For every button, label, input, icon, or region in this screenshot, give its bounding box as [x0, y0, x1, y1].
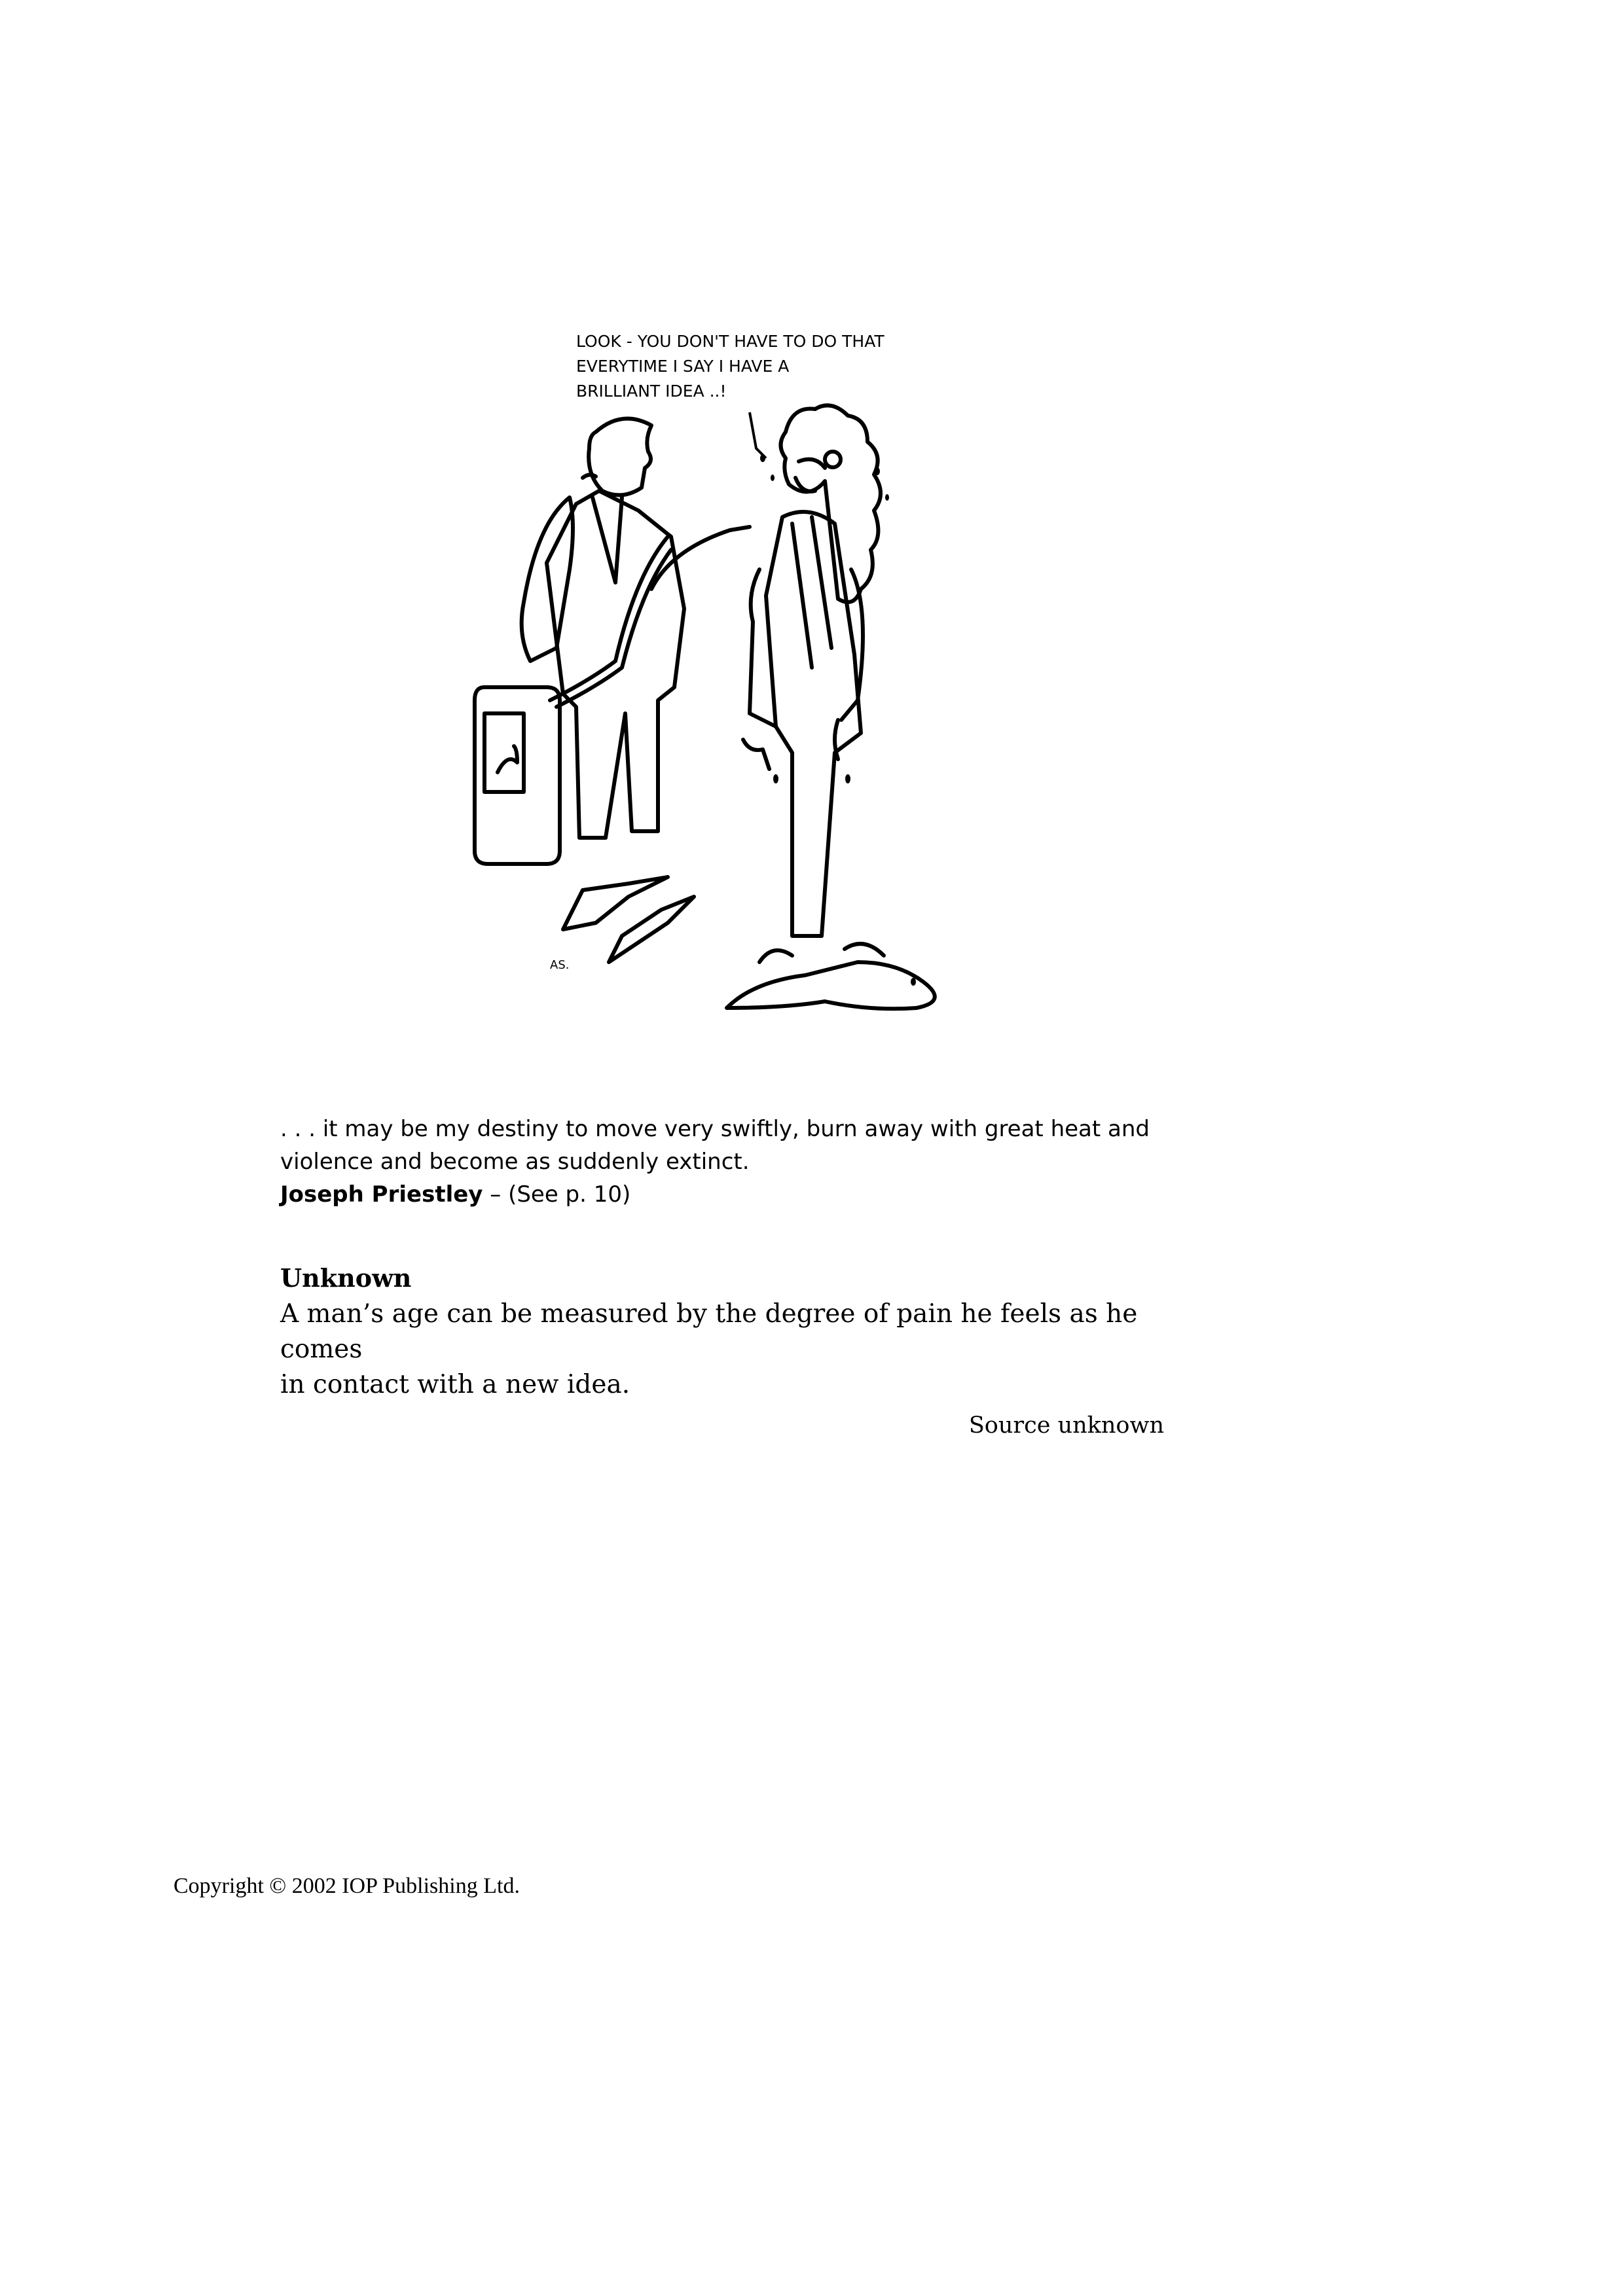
quote-author: Joseph Priestley: [280, 1181, 483, 1208]
copyright-notice: Copyright © 2002 IOP Publishing Ltd.: [173, 1874, 520, 1898]
speech-bubble: [576, 332, 884, 401]
wet-scientist-figure: [727, 405, 935, 1009]
quote-reference: – (See p. 10): [483, 1181, 631, 1208]
entry-source: Source unknown: [968, 1412, 1164, 1439]
entry-title: Unknown: [280, 1263, 412, 1293]
man-figure: [475, 419, 750, 962]
quote-attribution: [280, 1178, 1197, 1211]
quote-entry: [280, 1260, 1164, 1443]
speech-line-1: LOOK - YOU DON'T HAVE TO DO THAT: [576, 332, 884, 351]
quote-caption: [280, 1113, 1197, 1211]
artist-signature: AS.: [550, 958, 570, 972]
speech-line-2: EVERYTIME I SAY I HAVE A: [576, 357, 790, 376]
quote-line-2: violence and become as suddenly extinct.: [280, 1149, 750, 1175]
speech-line-3: BRILLIANT IDEA ..!: [576, 382, 727, 401]
cartoon-illustration: [419, 321, 1074, 1106]
quote-line-1: . . . it may be my destiny to move very swiftly, burn away with great heat and: [280, 1116, 1150, 1142]
entry-line-1: A man’s age can be measured by the degree of pain he feels as he comes: [280, 1299, 1138, 1364]
entry-line-2: in contact with a new idea.: [280, 1370, 630, 1399]
